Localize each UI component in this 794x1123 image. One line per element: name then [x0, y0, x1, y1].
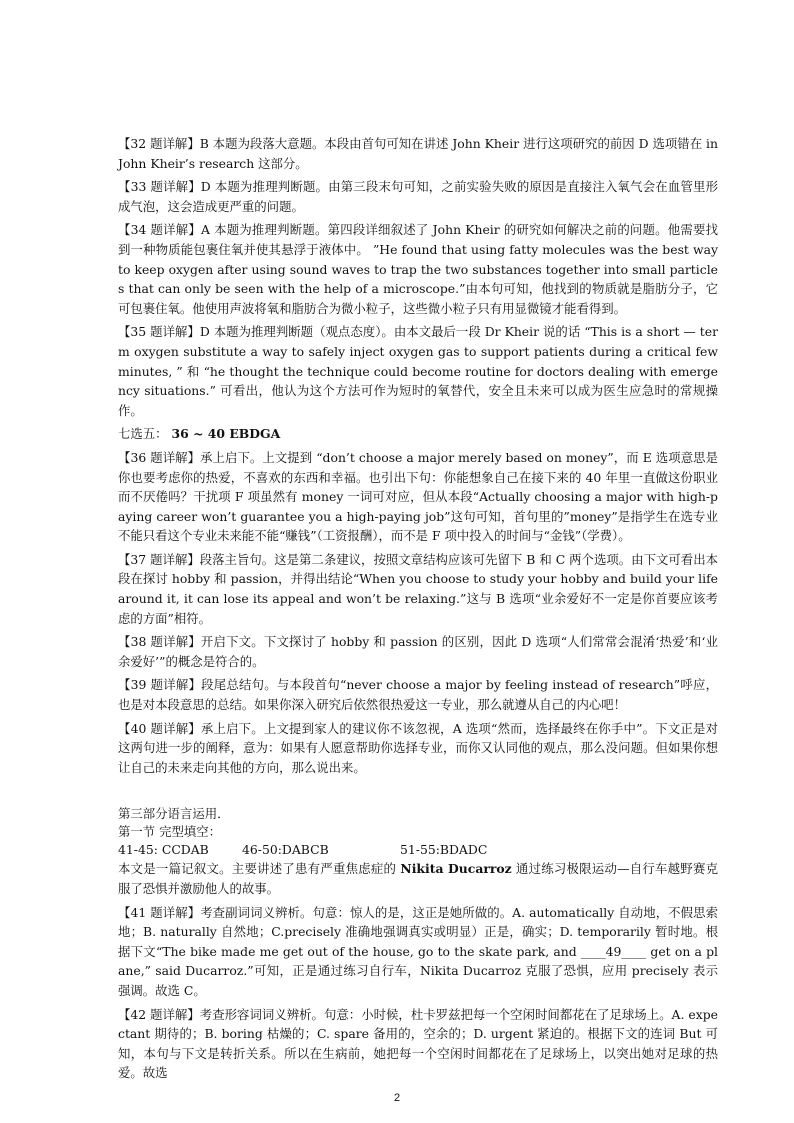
- summary-name: Nikita Ducarroz: [400, 861, 512, 877]
- section-title-cloze: 第一节 完型填空：: [118, 824, 222, 840]
- answer-explanation-36: 【36 题详解】承上启下。上文提到 “don’t choose a major merely based on money”，而 E 选项意思是你也要考虑你的热爱，不喜欢的东西和幸福。也引出下句：你能想象自己在接下来的 40 年里一直做这份职业而不厌倦吗？干扰项 F 项虽然有 money 一词可对应，但从本段“Actually choosing a major with high-paying career won’t guarantee you a high-paying job”这句可知，首句里的”money”是指学生在选专业不能只看这个专业未来能不能“赚钱”（工资报酬），而不是 F 项中投入的时间与“金钱”（学费）。: [118, 449, 718, 544]
- answer-explanation-42: 【42 题详解】考查形容词词义辨析。句意：小时候，杜卡罗兹把每一个空闲时间都花在了足球场上。A. expectant 期待的；B. boring 枯燥的；C. spare 备用的，空余的；D. urgent 紧迫的。根据下文的连词 But 可知，本句与下文是转折关系。所以在生病前，她把每一个空闲时间都花在了足球场上，以突出她对足球的热爱。故选: [118, 1006, 718, 1081]
- answer-group-3: 51-55:BDADC: [400, 842, 488, 858]
- answer-explanation-40: 【40 题详解】承上启下。上文提到家人的建议你不该忽视，A 选项“然而，选择最终在你手中”。下文正是对这两句进一步的阐释，意为：如果有人愿意帮助你选择专业，而你又认同他的观点，那么没问题。但如果你想让自己的未来走向其他的方向，那么说出来。: [118, 720, 718, 775]
- document-body: [118, 134, 718, 1087]
- answer-group-2: 46-50:DABCB: [242, 842, 329, 858]
- answer-explanation-33: 【33 题详解】D 本题为推理判断题。由第三段末句可知，之前实验失败的原因是直接注入氧气会在血管里形成气泡，这会造成更严重的问题。: [118, 179, 718, 214]
- answer-explanation-37: 【37 题详解】段落主旨句。这是第二条建议，按照文章结构应该可先留下 B 和 C 两个选项。由下文可看出本段在探讨 hobby 和 passion，并得出结论“When you choose to study your hobby and build your life around it, it can lose its appeal and won’t be relaxing.”这与 B 选项“业余爱好不一定是你首要应该考虑的方面”相符。: [118, 551, 718, 626]
- summary-text-pre: 本文是一篇记叙文。主要讲述了患有严重焦虑症的: [118, 861, 401, 877]
- answer-explanation-41: 【41 题详解】考查副词词义辨析。句意：惊人的是，这正是她所做的。A. automatically 自动地，不假思索地；B. naturally 自然地；C.precisely 准确地强调真实或明显）正是，确实；D. temporarily 暂时地。根据下文“The bike made me get out of the house, go to the skate park, and ____49____ get on a plane,” said Ducarroz.”可知，正是通过练习自行车，Nikita Ducarroz 克服了恐惧，应用 precisely 表示强调。故选 C。: [118, 904, 718, 998]
- section-heading-seven-choice: [118, 424, 718, 444]
- spacer: [118, 781, 718, 805]
- cloze-answers: [118, 841, 718, 859]
- section-label: 七选五：: [118, 426, 168, 442]
- summary-text-post: 通过练习极限运动—自行车越野赛克服了恐惧并激励他人的故事。: [118, 861, 718, 896]
- part-title: 第三部分语言运用．: [118, 806, 230, 822]
- passage-summary: [118, 859, 718, 898]
- section-answers: 36 ~ 40 EBDGA: [171, 426, 281, 442]
- answer-explanation-34: 【34 题详解】A 本题为推理判断题。第四段详细叙述了 John Kheir 的研究如何解决之前的问题。他需要找到一种物质能包裹住氧并使其悬浮于液体中。 ”He found that using fatty molecules was the best way to keep oxygen after using sound waves to trap the two substances together into small particles that can only be seen with the help of a microscope.”由本句可知，他找到的物质就是脂肪分子，它可包裹住氧。他使用声波将氧和脂肪合为微小粒子，这些微小粒子只有用显微镜才能看得到。: [118, 222, 718, 316]
- answer-explanation-38: 【38 题详解】开启下文。下文探讨了 hobby 和 passion 的区别，因此 D 选项“人们常常会混淆‘热爱’和‘业余爱好’”的概念是符合的。: [118, 634, 718, 669]
- answer-explanation-39: 【39 题详解】段尾总结句。与本段首句“never choose a major by feeling instead of research”呼应，也是对本段意思的总结。如果你深入研究后依然很热爱这一专业，那么就遵从自己的内心吧！: [118, 677, 718, 713]
- answer-explanation-35: 【35 题详解】D 本题为推理判断题（观点态度）。由本文最后一段 Dr Kheir 说的话 “This is a short — term oxygen substitute a way to safely inject oxygen gas to support patients during a critical few minutes, ” 和 “he thought the technique could become routine for doctors dealing with emergency situations.” 可看出，他认为这个方法可作为短时的氧替代，安全且未来可以成为医生应急时的常规操作。: [118, 324, 718, 418]
- page-number: 2: [393, 1092, 401, 1104]
- answer-group-1: 41-45: CCDAB: [118, 842, 209, 858]
- answer-explanation-32: 【32 题详解】B 本题为段落大意题。本段由首句可知在讲述 John Kheir 进行这项研究的前因 D 选项错在 in John Kheir’s research 这部分。: [118, 136, 718, 171]
